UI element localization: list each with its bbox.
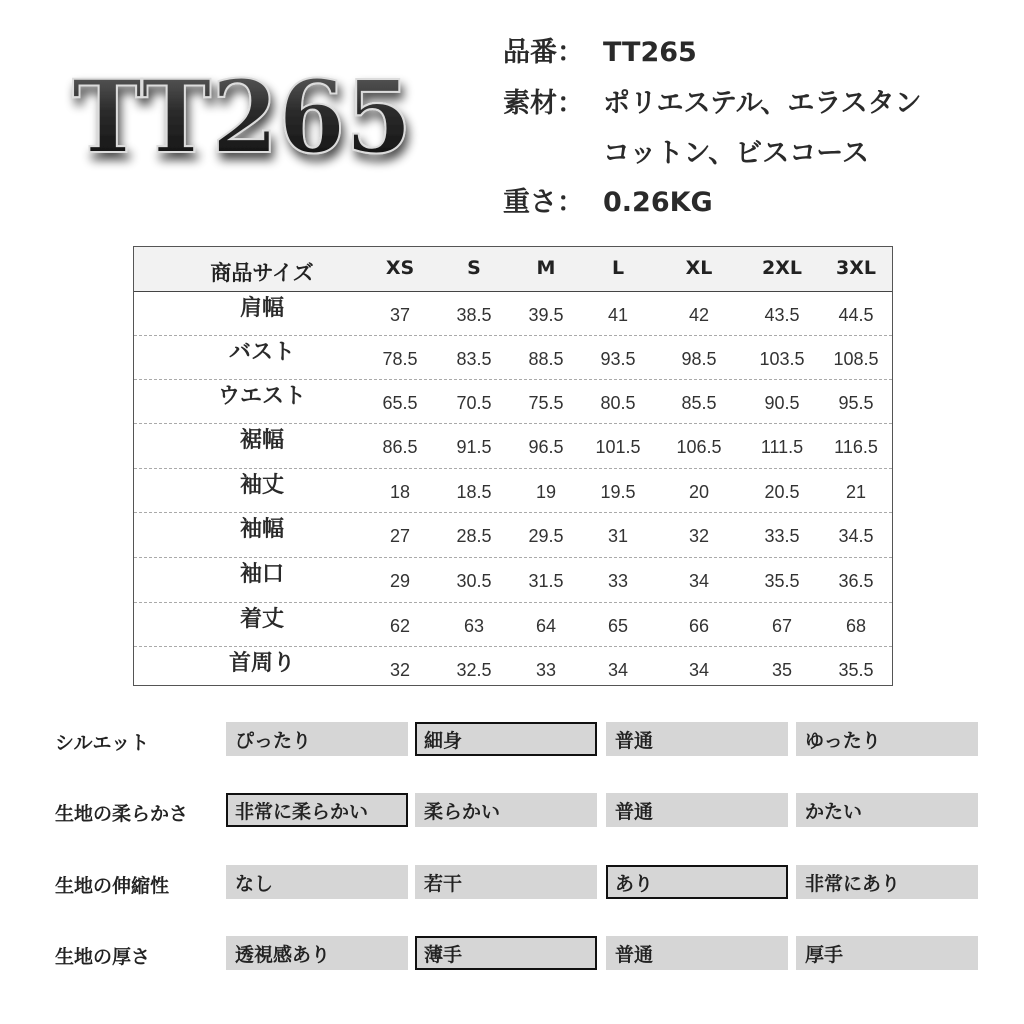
size-row-label: ウエスト: [217, 384, 306, 409]
size-value: 29: [389, 571, 411, 591]
attribute-option: 普通: [606, 793, 788, 827]
size-row-label: 裾幅: [239, 428, 284, 453]
size-value: 86.5: [382, 437, 418, 457]
product-logo: [62, 42, 422, 192]
size-table-row: [134, 602, 892, 647]
size-header-m: M: [536, 257, 556, 279]
size-value: 38.5: [456, 305, 492, 325]
info-weight: [503, 180, 713, 219]
size-value: 30.5: [456, 571, 492, 591]
attribute-label: 生地の伸縮性: [55, 875, 170, 897]
size-value: 35: [771, 660, 793, 680]
size-header-3xl: 3XL: [836, 257, 876, 279]
size-value: 95.5: [838, 393, 874, 413]
size-value: 31: [607, 526, 629, 546]
size-value: 83.5: [456, 349, 492, 369]
size-value: 18: [389, 482, 411, 502]
size-value: 34: [607, 660, 629, 680]
size-value: 21: [845, 482, 867, 502]
size-value: 32.5: [456, 660, 492, 680]
size-value: 78.5: [382, 349, 418, 369]
attribute-option: ぴったり: [226, 722, 408, 756]
size-header-l: L: [611, 257, 625, 279]
size-value: 111.5: [760, 437, 804, 457]
info-material: [503, 81, 922, 120]
size-value: 65.5: [382, 393, 418, 413]
info-material-cont: [503, 131, 869, 170]
size-value: 96.5: [528, 437, 564, 457]
size-row-label: 着丈: [239, 607, 284, 632]
size-value: 34: [688, 660, 710, 680]
size-header-xl: XL: [685, 257, 713, 279]
size-value: 33.5: [764, 526, 800, 546]
size-value: 41: [607, 305, 629, 325]
size-row-label: 首周り: [228, 651, 295, 676]
size-value: 66: [688, 616, 710, 636]
info-value: 0.26KG: [603, 187, 713, 218]
size-value: 36.5: [838, 571, 874, 591]
size-value: 64: [535, 616, 557, 636]
attribute-option: 普通: [606, 722, 788, 756]
size-value: 27: [389, 526, 411, 546]
size-value: 33: [607, 571, 629, 591]
size-value: 88.5: [528, 349, 564, 369]
size-value: 35.5: [838, 660, 874, 680]
size-value: 28.5: [456, 526, 492, 546]
size-value: 62: [389, 616, 411, 636]
logo-text: TT265: [72, 58, 412, 176]
info-label: 品番：: [503, 37, 584, 68]
attribute-option: 非常にあり: [796, 865, 978, 899]
attribute-label: 生地の柔らかさ: [55, 803, 189, 825]
size-value: 91.5: [456, 437, 492, 457]
attribute-option-selected: あり: [606, 865, 788, 899]
size-table-row: [134, 423, 892, 469]
size-row-label: 袖丈: [239, 473, 284, 498]
size-value: 35.5: [764, 571, 800, 591]
attribute-option: 若干: [415, 865, 597, 899]
size-value: 103.5: [759, 349, 805, 369]
size-value: 98.5: [681, 349, 717, 369]
info-value: ポリエステル、エラスタン: [603, 88, 922, 119]
size-value: 68: [845, 616, 867, 636]
size-table: [133, 246, 893, 686]
size-header-s: S: [467, 257, 481, 279]
size-table-row: [134, 468, 892, 513]
size-value: 20: [688, 482, 710, 502]
attribute-option: かたい: [796, 793, 978, 827]
size-value: 33: [535, 660, 557, 680]
size-row-label: 袖口: [239, 562, 284, 587]
size-value: 31.5: [528, 571, 564, 591]
size-row-label: 袖幅: [239, 517, 284, 542]
size-value: 19: [535, 482, 557, 502]
size-value: 93.5: [600, 349, 636, 369]
size-value: 108.5: [833, 349, 879, 369]
size-value: 34: [688, 571, 710, 591]
size-header-xs: XS: [385, 257, 415, 279]
info-value: TT265: [603, 37, 697, 68]
attribute-option: ゆったり: [796, 722, 978, 756]
size-row-label: バスト: [228, 340, 295, 365]
size-table-header: [134, 247, 892, 292]
size-value: 37: [389, 305, 411, 325]
size-table-row: [134, 379, 892, 424]
size-value: 32: [688, 526, 710, 546]
size-value: 44.5: [838, 305, 874, 325]
size-table-row: [134, 557, 892, 603]
size-value: 65: [607, 616, 629, 636]
size-value: 85.5: [681, 393, 717, 413]
size-value: 39.5: [528, 305, 564, 325]
size-value: 75.5: [528, 393, 564, 413]
size-value: 101.5: [595, 437, 641, 457]
size-table-row: [134, 512, 892, 558]
size-value: 63: [463, 616, 485, 636]
size-header-2xl: 2XL: [762, 257, 802, 279]
size-value: 106.5: [676, 437, 722, 457]
attribute-option-selected: 細身: [415, 722, 597, 756]
size-table-row: [134, 646, 892, 687]
size-value: 19.5: [600, 482, 636, 502]
size-value: 32: [389, 660, 411, 680]
size-value: 43.5: [764, 305, 800, 325]
size-value: 34.5: [838, 526, 874, 546]
attribute-label: シルエット: [55, 732, 150, 754]
size-table-row: [134, 291, 892, 336]
attribute-option: なし: [226, 865, 408, 899]
size-value: 67: [771, 616, 793, 636]
info-item-number: [503, 30, 697, 69]
size-value: 29.5: [528, 526, 564, 546]
info-label: 素材：: [503, 88, 584, 119]
attribute-option-selected: 非常に柔らかい: [226, 793, 408, 827]
attribute-label: 生地の厚さ: [55, 946, 151, 968]
size-value: 42: [688, 305, 710, 325]
attribute-option: 透視感あり: [226, 936, 408, 970]
attribute-option: 普通: [606, 936, 788, 970]
attribute-option: 厚手: [796, 936, 978, 970]
size-value: 90.5: [764, 393, 800, 413]
size-value: 70.5: [456, 393, 492, 413]
info-value: コットン、ビスコース: [603, 138, 869, 169]
size-table-row: [134, 335, 892, 380]
attribute-option: 柔らかい: [415, 793, 597, 827]
size-header-label: 商品サイズ: [210, 261, 314, 285]
info-label: 重さ：: [503, 187, 584, 218]
size-row-label: 肩幅: [239, 296, 284, 321]
attribute-option-selected: 薄手: [415, 936, 597, 970]
size-value: 18.5: [456, 482, 492, 502]
size-value: 116.5: [834, 437, 878, 457]
size-value: 80.5: [600, 393, 636, 413]
size-value: 20.5: [764, 482, 800, 502]
